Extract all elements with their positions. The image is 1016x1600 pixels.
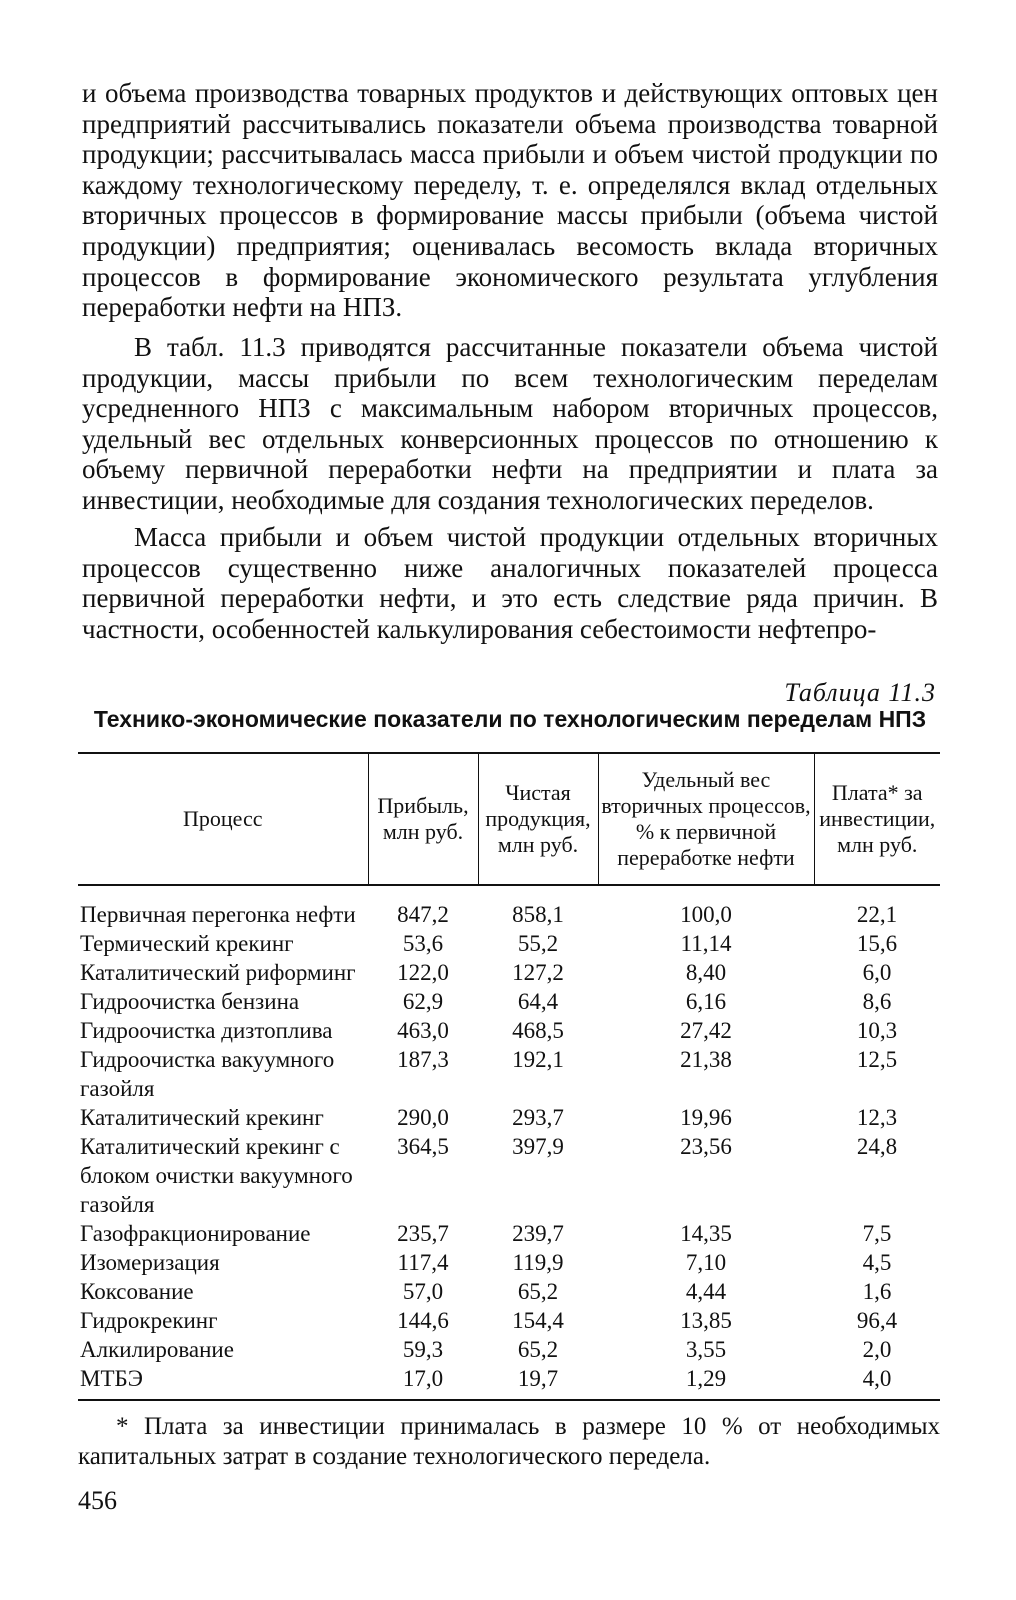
share-value: 7,10 <box>685 1250 727 1275</box>
header-row <box>78 753 940 885</box>
investment-fee-value: 24,8 <box>856 1134 898 1159</box>
share-value: 3,55 <box>685 1337 727 1362</box>
profit-value: 235,7 <box>397 1221 449 1246</box>
table-row <box>78 987 940 1016</box>
share-value: 19,96 <box>680 1105 732 1130</box>
table-row <box>78 929 940 958</box>
share-value: 14,35 <box>680 1221 732 1246</box>
share-value: 13,85 <box>680 1308 732 1333</box>
profit-value: 290,0 <box>397 1105 449 1130</box>
net-product-value: 65,2 <box>517 1337 559 1362</box>
table-row <box>78 1219 940 1248</box>
net-product-value: 239,7 <box>512 1221 564 1246</box>
header-investment-fee: Плата* за инвестиции, млн руб. <box>814 753 940 885</box>
table-row <box>78 958 940 987</box>
investment-fee-value: 12,5 <box>856 1047 898 1072</box>
net-product-value: 127,2 <box>512 960 564 985</box>
table-footnote: * Плата за инвестиции принималась в размере 10 % от необходимых капитальных затрат в создание технологического передела. <box>78 1413 940 1470</box>
profit-value: 144,6 <box>397 1308 449 1333</box>
header-share: Удельный вес вторичных процессов, % к первичной переработке нефти <box>598 753 814 885</box>
table-header <box>78 753 940 885</box>
investment-fee-value: 22,1 <box>856 902 898 927</box>
process-name: Гидрокрекинг <box>80 1308 218 1333</box>
investment-fee-value: 1,6 <box>862 1279 892 1304</box>
net-product-value: 293,7 <box>512 1105 564 1130</box>
table-row <box>78 1364 940 1400</box>
investment-fee-value: 4,5 <box>862 1250 892 1275</box>
net-product-value: 19,7 <box>478 1364 598 1400</box>
table-row <box>78 1045 940 1103</box>
header-profit: Прибыль, млн руб. <box>368 753 478 885</box>
investment-fee-value: 10,3 <box>856 1018 898 1043</box>
profit-value: 187,3 <box>397 1047 449 1072</box>
share-value: 100,0 <box>680 902 732 927</box>
table-row <box>78 1016 940 1045</box>
process-name: Коксование <box>80 1279 194 1304</box>
process-name: Каталитический крекинг с блоком очистки вакуумного газойля <box>80 1134 353 1217</box>
table-row <box>78 1103 940 1132</box>
process-name: Гидроочистка бензина <box>80 989 300 1014</box>
investment-fee-value: 6,0 <box>862 960 892 985</box>
table-row <box>78 1277 940 1306</box>
profit-value: 59,3 <box>402 1337 444 1362</box>
table-row <box>78 885 940 929</box>
header-process: Процесс <box>78 753 368 885</box>
table-row <box>78 1306 940 1335</box>
profit-value: 53,6 <box>402 931 444 956</box>
investment-fee-value: 96,4 <box>856 1308 898 1333</box>
page-number: 456 <box>78 1486 117 1515</box>
process-name: Алкилирование <box>80 1337 234 1362</box>
net-product-value: 119,9 <box>512 1250 564 1275</box>
investment-fee-value: 4,0 <box>814 1364 940 1400</box>
profit-value: 62,9 <box>402 989 444 1014</box>
table-row <box>78 1248 940 1277</box>
net-product-value: 65,2 <box>517 1279 559 1304</box>
net-product-value: 468,5 <box>512 1018 564 1043</box>
paragraph-3: Масса прибыли и объем чистой продукции отдельных вторичных процессов существенно ниже аналогичных показателей процесса первичной переработки нефти, и это есть следствие ряда причин. В частности, особенностей калькулирования себестоимости нефтепро- <box>82 522 938 644</box>
investment-fee-value: 8,6 <box>862 989 892 1014</box>
paragraph-2: В табл. 11.3 приводятся рассчитанные показатели объема чистой продукции, массы прибыли по всем технологическим переделам усредненного НПЗ с максимальным набором вторичных процессов, удельный вес отдельных конверсионных процессов по отношению к объему первичной переработки нефти на предприятии и плата за инвестиции, необходимые для создания технологических переделов. <box>82 332 938 515</box>
share-value: 1,29 <box>598 1364 814 1400</box>
profit-value: 463,0 <box>397 1018 449 1043</box>
header-net-product: Чистая продукция, млн руб. <box>478 753 598 885</box>
net-product-value: 55,2 <box>517 931 559 956</box>
process-name: Изомеризация <box>80 1250 220 1275</box>
share-value: 6,16 <box>685 989 727 1014</box>
table-label: Таблица 11.3 <box>784 678 936 707</box>
share-value: 8,40 <box>685 960 727 985</box>
data-table <box>78 752 940 1401</box>
profit-value: 364,5 <box>397 1134 449 1159</box>
investment-fee-value: 2,0 <box>862 1337 892 1362</box>
table-row <box>78 1132 940 1219</box>
process-name: Газофракционирование <box>80 1221 311 1246</box>
investment-fee-value: 7,5 <box>862 1221 892 1246</box>
table-body <box>78 885 940 1400</box>
process-name: Гидроочистка вакуумного газойля <box>80 1047 335 1101</box>
table-row <box>78 1335 940 1364</box>
paragraph-1: и объема производства товарных продуктов и действующих оптовых цен предприятий рассчитывались показатели объема производства товарной продукции; рассчитывалась масса прибыли и объем чистой продукции по каждому технологическому переделу, т. е. определялся вклад отдельных вторичных процессов в формирование массы прибыли (объема чистой продукции) предприятия; оценивалась весомость вклада вторичных процессов в формирование экономического результата углубления переработки нефти на НПЗ. <box>82 78 938 323</box>
net-product-value: 64,4 <box>517 989 559 1014</box>
net-product-value: 858,1 <box>512 902 564 927</box>
process-name: Каталитический крекинг <box>80 1105 324 1130</box>
profit-value: 57,0 <box>402 1279 444 1304</box>
share-value: 23,56 <box>680 1134 732 1159</box>
profit-value: 17,0 <box>368 1364 478 1400</box>
process-name: Каталитический риформинг <box>80 960 356 985</box>
process-name: Первичная перегонка нефти <box>80 902 356 927</box>
process-name: Гидроочистка дизтоплива <box>80 1018 333 1043</box>
investment-fee-value: 12,3 <box>856 1105 898 1130</box>
profit-value: 122,0 <box>397 960 449 985</box>
table-title: Технико-экономические показатели по технологическим переделам НПЗ <box>93 706 927 732</box>
share-value: 11,14 <box>680 931 732 956</box>
share-value: 27,42 <box>680 1018 732 1043</box>
share-value: 4,44 <box>685 1279 727 1304</box>
investment-fee-value: 15,6 <box>856 931 898 956</box>
net-product-value: 154,4 <box>512 1308 564 1333</box>
net-product-value: 192,1 <box>512 1047 564 1072</box>
process-name: Термический крекинг <box>80 931 294 956</box>
net-product-value: 397,9 <box>512 1134 564 1159</box>
profit-value: 847,2 <box>397 902 449 927</box>
process-name: МТБЭ <box>78 1364 368 1400</box>
share-value: 21,38 <box>680 1047 732 1072</box>
profit-value: 117,4 <box>397 1250 449 1275</box>
